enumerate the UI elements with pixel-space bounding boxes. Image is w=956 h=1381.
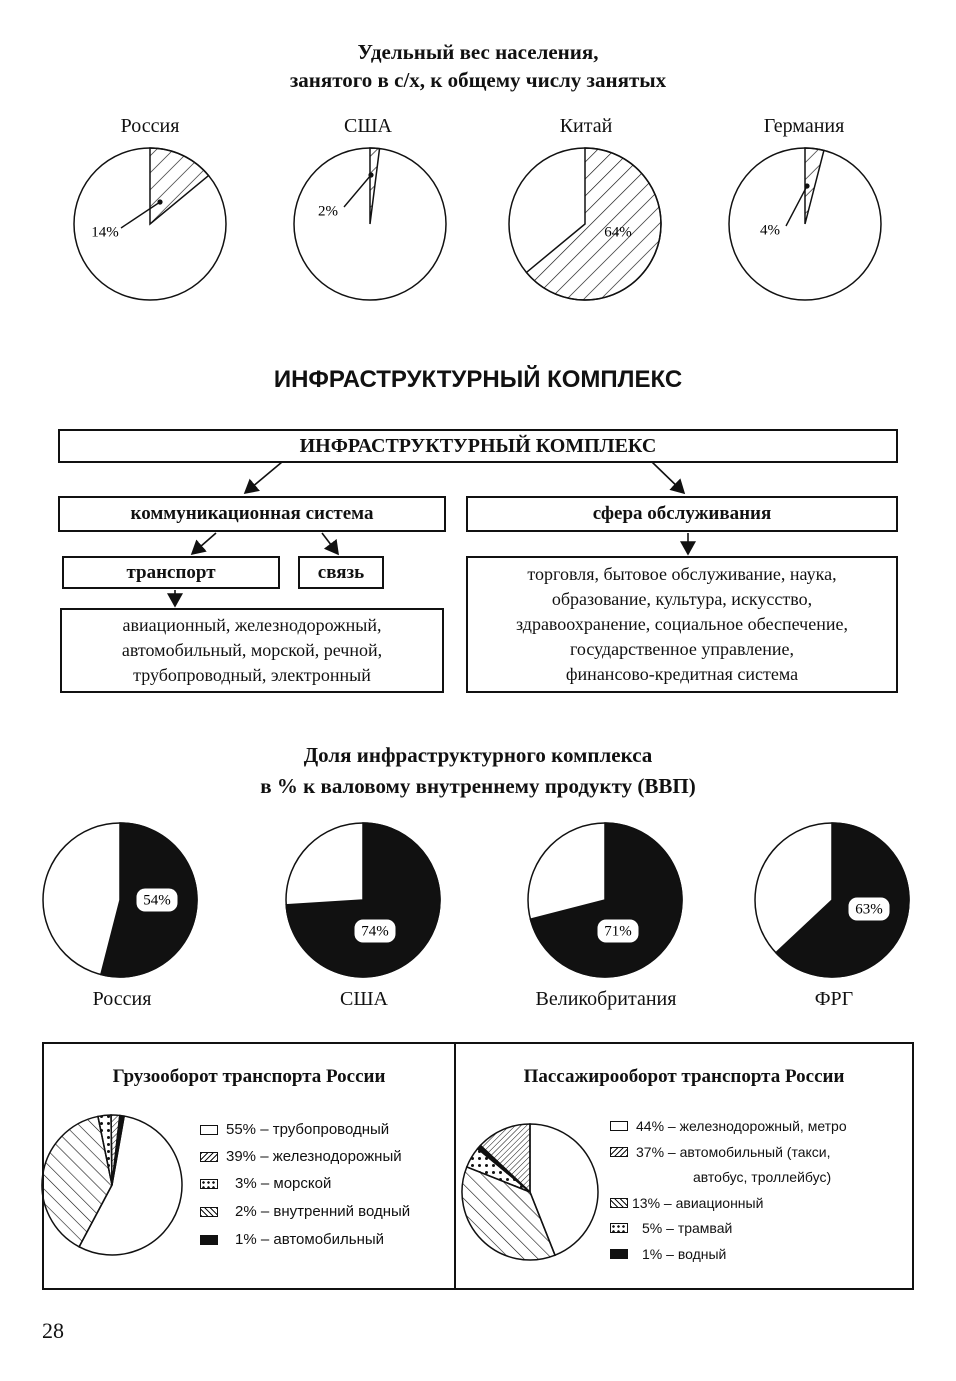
gdp-title-line2: в % к валовому внутреннему продукту (ВВП) <box>260 774 696 798</box>
passenger-legend-item: 5% – трамвай <box>610 1220 732 1236</box>
gdp-title-line1: Доля инфраструктурного комплекса <box>303 743 653 767</box>
transport-types-line1: авиационный, железнодорожный, <box>122 615 382 635</box>
gdp-label-uk: Великобритания <box>535 988 677 1010</box>
legend-label: трубопроводный <box>272 1121 390 1138</box>
gdp-value-label: 71% <box>604 923 632 940</box>
passenger-legend-item-cont <box>693 1169 831 1185</box>
passenger-legend-item: 44% – железнодорожный, метро <box>610 1118 847 1134</box>
transport-types-line2: автомобильный, морской, речной, <box>121 640 383 660</box>
passenger-legend-item: 13% – авиационный <box>610 1195 763 1211</box>
freight-legend-item: 2% – внутренний водный <box>200 1203 410 1220</box>
legend-pct: 1% <box>642 1246 663 1262</box>
legend-pct: 1% <box>235 1231 257 1248</box>
transport-box: транспорт <box>62 556 280 589</box>
passenger-legend-item: 37% – автомобильный (такси, <box>610 1144 830 1160</box>
freight-legend-item: 39% – железнодорожный <box>200 1148 402 1165</box>
freight-legend-item: 3% – морской <box>200 1175 331 1192</box>
arrow-to-svyaz <box>322 533 338 554</box>
agri-value-label: 64% <box>604 224 632 241</box>
arrow-to-services <box>652 462 684 493</box>
gdp-chart-title <box>0 740 956 802</box>
legend-label: внутренний водный <box>273 1203 411 1220</box>
gdp-value-label: 74% <box>361 923 389 940</box>
legend-pct: 44% <box>636 1118 665 1134</box>
swatch-hatch-fwd <box>200 1207 218 1217</box>
freight-legend-item: 1% – автомобильный <box>200 1231 384 1248</box>
swatch-hatch-back <box>610 1147 628 1157</box>
legend-label: авиационный <box>675 1195 764 1211</box>
service-types-line2: образование, культура, искусство, <box>551 589 813 609</box>
gdp-label-usa: США <box>340 988 388 1010</box>
service-types-line5: финансово-кредитная система <box>565 664 799 684</box>
agri-title-line2: занятого в с/х, к общему числу занятых <box>289 68 667 92</box>
page-number: 28 <box>42 1318 64 1343</box>
swatch-hatch-fwd <box>610 1198 628 1208</box>
infrastructure-top-box: ИНФРАСТРУКТУРНЫЙ КОМПЛЕКС <box>58 429 898 463</box>
agri-label-usa: США <box>344 115 392 137</box>
legend-pct: 37% <box>636 1144 665 1160</box>
legend-pct: 2% <box>235 1203 257 1220</box>
infrastructure-heading: ИНФРАСТРУКТУРНЫЙ КОМПЛЕКС <box>273 366 683 393</box>
legend-pct: 5% <box>642 1220 663 1236</box>
service-types-line3: здравоохранение, социальное обеспечение, <box>516 614 848 634</box>
legend-label: трамвай <box>677 1220 733 1236</box>
legend-label: автомобильный <box>273 1231 385 1248</box>
legend-pct: 13% <box>632 1195 661 1211</box>
arrow-to-communication <box>245 462 282 493</box>
freight-legend-item: 55% – трубопроводный <box>200 1121 389 1138</box>
transport-types-line3: трубопроводный, электронный <box>133 665 371 685</box>
legend-label: морской <box>273 1175 332 1192</box>
passenger-legend-item: 1% – водный <box>610 1246 726 1262</box>
swatch-solid <box>610 1249 628 1259</box>
agri-leader-dot <box>157 199 162 204</box>
freight-title: Грузооборот транспорта России <box>112 1066 386 1087</box>
gdp-value-label: 54% <box>143 892 171 909</box>
agri-leader-dot <box>368 172 373 177</box>
gdp-value-label: 63% <box>855 901 883 918</box>
legend-pct: 3% <box>235 1175 257 1192</box>
agri-value-label: 4% <box>760 222 780 239</box>
service-types-box <box>466 556 898 693</box>
agri-label-russia: Россия <box>120 115 180 137</box>
agri-title-line1: Удельный вес населения, <box>357 40 599 64</box>
service-sphere-box: сфера обслуживания <box>466 496 898 532</box>
transport-types-box <box>60 608 444 693</box>
legend-label: водный <box>677 1246 727 1262</box>
communication-system-box: коммуникационная система <box>58 496 446 532</box>
service-types-line1: торговля, бытовое обслуживание, наука, <box>527 564 837 584</box>
swatch-dots <box>610 1223 628 1233</box>
service-types-line4: государственное управление, <box>570 639 794 659</box>
swatch-empty <box>610 1121 628 1131</box>
legend-label: автобус, троллейбус) <box>693 1169 832 1185</box>
legend-label: железнодорожный <box>272 1148 402 1165</box>
gdp-label-frg: ФРГ <box>814 988 854 1010</box>
legend-label: железнодорожный, метро <box>679 1118 847 1134</box>
agri-label-china: Китай <box>559 115 613 137</box>
agri-value-label: 2% <box>318 203 338 220</box>
agri-pies <box>74 148 881 300</box>
swatch-empty <box>200 1125 218 1135</box>
swatch-dots <box>200 1179 218 1189</box>
gdp-label-russia: Россия <box>92 988 152 1010</box>
legend-pct: 39% <box>226 1148 257 1165</box>
legend-pct: 55% <box>226 1121 257 1138</box>
legend-label: автомобильный (такси, <box>679 1144 831 1160</box>
arrow-to-transport <box>192 533 216 554</box>
swatch-hatch-back <box>200 1152 218 1162</box>
agri-leader-dot <box>804 183 809 188</box>
swatch-solid <box>200 1235 218 1245</box>
gdp-pies <box>43 823 909 977</box>
passenger-title: Пассажирооборот транспорта России <box>523 1066 845 1087</box>
agri-value-label: 14% <box>91 224 119 241</box>
svyaz-box: связь <box>298 556 384 589</box>
agri-label-germany: Германия <box>763 115 845 137</box>
